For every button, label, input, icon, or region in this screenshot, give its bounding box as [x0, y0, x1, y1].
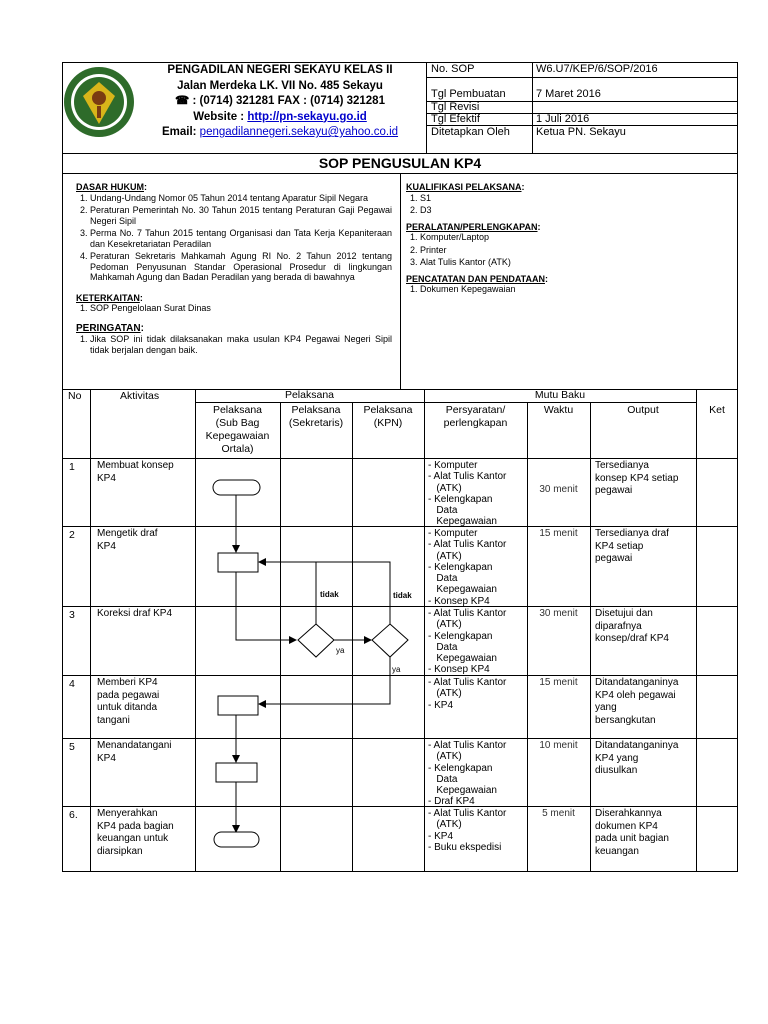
end-terminator — [214, 832, 259, 847]
row-aktivitas: Menandatangani KP4 — [97, 740, 172, 764]
sub-kpn-header: Pelaksana (KPN) — [363, 404, 413, 429]
email-label: Email: — [161, 126, 200, 138]
row-aktivitas: Mengetik draf KP4 — [97, 528, 158, 552]
peralatan-item: 2. Printer — [420, 245, 731, 256]
row-output: Tersedianya draf KP4 setiap pegawai — [595, 528, 669, 564]
kualifikasi-item: 2. D3 — [420, 205, 731, 216]
peringatan-item: 1. Jika SOP ini tidak dilaksanakan maka usulan KP4 Pegawai Negeri Sipil tidak berjalan dengan baik. — [90, 334, 392, 355]
kualifikasi-title: KUALIFIKASI PELAKSANA — [406, 182, 522, 192]
org-name: PENGADILAN NEGERI SEKAYU KELAS II — [167, 64, 393, 76]
page-title: SOP PENGUSULAN KP4 — [318, 155, 482, 171]
dasar-hukum-title: DASAR HUKUM — [76, 182, 144, 192]
decision-sekretaris — [298, 624, 334, 657]
row-no: 5 — [69, 741, 75, 753]
sub-waktu-header: Waktu — [543, 404, 574, 416]
col-ket-header: Ket — [709, 404, 725, 416]
decision-kpn — [372, 624, 408, 657]
meta-label-1: Tgl Pembuatan — [431, 88, 506, 100]
row-no: 2 — [69, 529, 75, 541]
dasar-hukum-item: 4. Peraturan Sekretaris Mahkamah Agung RI No. 2 Tahun 2012 tentang Pedoman Penyusunan Standar Operasional Prosedur di lingkungan Mahkamah Agung dan Badan Peradilan yang berada di bawahnya — [90, 251, 392, 283]
row-output: Disetujui dan diparafnya konsep/draf KP4 — [595, 608, 669, 644]
row-waktu: 10 menit — [539, 740, 578, 751]
right-info: KUALIFIKASI PELAKSANA: 1. S1 2. D3 PERALATAN/PERLENGKAPAN: 1. Komputer/Laptop 2. Printer 3. Alat Tulis Kantor (ATK) PENCATATAN DAN PENDATAAN: 1. Dokumen Kepegawaian — [406, 182, 731, 297]
row-aktivitas: Memberi KP4 pada pegawai untuk ditanda tangani — [97, 677, 160, 726]
row-persyaratan: - Komputer - Alat Tulis Kantor (ATK) - Kelengkapan Data Kepegawaian — [428, 460, 507, 528]
dasar-hukum-item: 2. Peraturan Pemerintah No. 30 Tahun 2015 tentang Peraturan Gaji Pegawai Negeri Sipil — [90, 205, 392, 226]
row-aktivitas: Membuat konsep KP4 — [97, 460, 174, 484]
website-link[interactable]: http://pn-sekayu.go.id — [247, 110, 367, 123]
pencatatan-title: PENCATATAN DAN PENDATAAN — [406, 273, 545, 284]
meta-value-3: 1 Juli 2016 — [536, 113, 590, 125]
row-output: Ditandatanganinya KP4 oleh pegawai yang bersangkutan — [595, 677, 679, 726]
label-ya-2: ya — [392, 665, 401, 674]
keterkaitan-item: 1. SOP Pengelolaan Surat Dinas — [90, 303, 392, 314]
pencatatan-item: 1. Dokumen Kepegawaian — [420, 284, 731, 295]
row-output: Tersedianya konsep KP4 setiap pegawai — [595, 460, 679, 496]
col-pelaksana-header: Pelaksana — [284, 389, 335, 401]
row-no: 4 — [69, 678, 75, 690]
process-box-5 — [216, 763, 257, 782]
peralatan-title: PERALATAN/PERLENGKAPAN — [406, 221, 538, 232]
process-box-4 — [218, 696, 258, 715]
dasar-hukum-item: 3. Perma No. 7 Tahun 2015 tentang Organisasi dan Tata Kerja Kepaniteraan dan Kesekretariatan Peradilan — [90, 228, 392, 249]
row-waktu: 30 menit — [539, 608, 578, 619]
sub-output-header: Output — [627, 404, 659, 416]
row-persyaratan: - Alat Tulis Kantor (ATK) - Kelengkapan Data Kepegawaian - Konsep KP4 — [428, 608, 507, 676]
row-persyaratan: - Alat Tulis Kantor (ATK) - KP4 - Buku ekspedisi — [428, 808, 507, 853]
peralatan-item: 1. Komputer/Laptop — [420, 232, 731, 243]
row-persyaratan: - Alat Tulis Kantor (ATK) - Kelengkapan Data Kepegawaian - Draf KP4 — [428, 740, 507, 808]
row-aktivitas: Koreksi draf KP4 — [97, 608, 173, 619]
left-info: DASAR HUKUM: 1. Undang-Undang Nomor 05 Tahun 2014 tentang Aparatur Sipil Negara 2. Peraturan Pemerintah No. 30 Tahun 2015 tentang Peraturan Gaji Pegawai Negeri Sipil 3. Perma No. 7 Tahun 2015 tentang Organisasi dan Tata Kerja Kepaniteraan dan Kesekretariatan Peradilan 4. Peraturan Sekretaris Mahkamah Agung RI No. 2 Tahun 2012 tentang Pedoman Penyusunan Standar Operasional Prosedur di lingkungan Mahkamah Agung dan Badan Peradilan yang berada di bawahnya KETERKAITAN: 1. SOP Pengelolaan Surat Dinas PERINGATAN: 1. Jika SOP ini tidak dilaksanakan maka usulan KP4 Pegawai Negeri Sipil tidak berjalan dengan baik. — [76, 182, 392, 357]
label-tidak-1: tidak — [320, 590, 339, 599]
meta-value-0: W6.U7/KEP/6/SOP/2016 — [536, 63, 658, 75]
meta-value-4: Ketua PN. Sekayu — [536, 126, 626, 138]
row-aktivitas: Menyerahkan KP4 pada bagian keuangan untuk diarsipkan — [97, 808, 174, 857]
start-terminator — [213, 480, 260, 495]
row-waktu: 15 menit — [539, 528, 578, 539]
label-tidak-2: tidak — [393, 591, 412, 600]
row-waktu: 30 menit — [539, 484, 578, 495]
email-link[interactable]: pengadilannegeri.sekayu@yahoo.co.id — [199, 126, 399, 138]
website-label: Website : — [193, 110, 248, 123]
row-no: 3 — [69, 609, 75, 621]
org-address: Jalan Merdeka LK. VII No. 485 Sekayu — [177, 79, 383, 92]
peralatan-item: 3. Alat Tulis Kantor (ATK) — [420, 257, 731, 268]
keterkaitan-title: KETERKAITAN — [76, 292, 140, 303]
meta-label-3: Tgl Efektif — [431, 113, 480, 125]
sub-sekretaris-header: Pelaksana (Sekretaris) — [288, 404, 344, 429]
row-no: 6. — [69, 809, 78, 821]
row-persyaratan: - Komputer - Alat Tulis Kantor (ATK) - Kelengkapan Data Kepegawaian - Konsep KP4 — [428, 528, 507, 607]
process-box-2 — [218, 553, 258, 572]
kualifikasi-item: 1. S1 — [420, 193, 731, 204]
label-ya-1: ya — [336, 646, 345, 655]
row-output: Ditandatanganinya KP4 yang diusulkan — [595, 740, 679, 776]
org-phone: ☎ : (0714) 321281 FAX : (0714) 321281 — [175, 95, 385, 107]
row-waktu: 15 menit — [539, 677, 578, 688]
col-aktivitas-header: Aktivitas — [120, 390, 160, 402]
meta-label-4: Ditetapkan Oleh — [431, 126, 510, 138]
row-waktu: 5 menit — [542, 808, 575, 819]
col-no-header: No — [68, 390, 82, 402]
meta-value-1: 7 Maret 2016 — [536, 88, 601, 100]
dasar-hukum-item: 1. Undang-Undang Nomor 05 Tahun 2014 tentang Aparatur Sipil Negara — [90, 193, 392, 204]
peringatan-title: PERINGATAN — [76, 322, 141, 334]
sub-persyaratan-header: Persyaratan/ perlengkapan — [443, 404, 508, 429]
meta-label-0: No. SOP — [431, 63, 475, 75]
col-mutu-header: Mutu Baku — [534, 389, 586, 401]
sub-subbag-header: Pelaksana (Sub Bag Kepegawaian Ortala) — [205, 404, 270, 455]
meta-label-2: Tgl Revisi — [431, 101, 480, 113]
row-no: 1 — [69, 461, 75, 473]
row-persyaratan: - Alat Tulis Kantor (ATK) - KP4 — [428, 677, 507, 711]
row-output: Diserahkannya dokumen KP4 pada unit bagian keuangan — [595, 808, 669, 857]
